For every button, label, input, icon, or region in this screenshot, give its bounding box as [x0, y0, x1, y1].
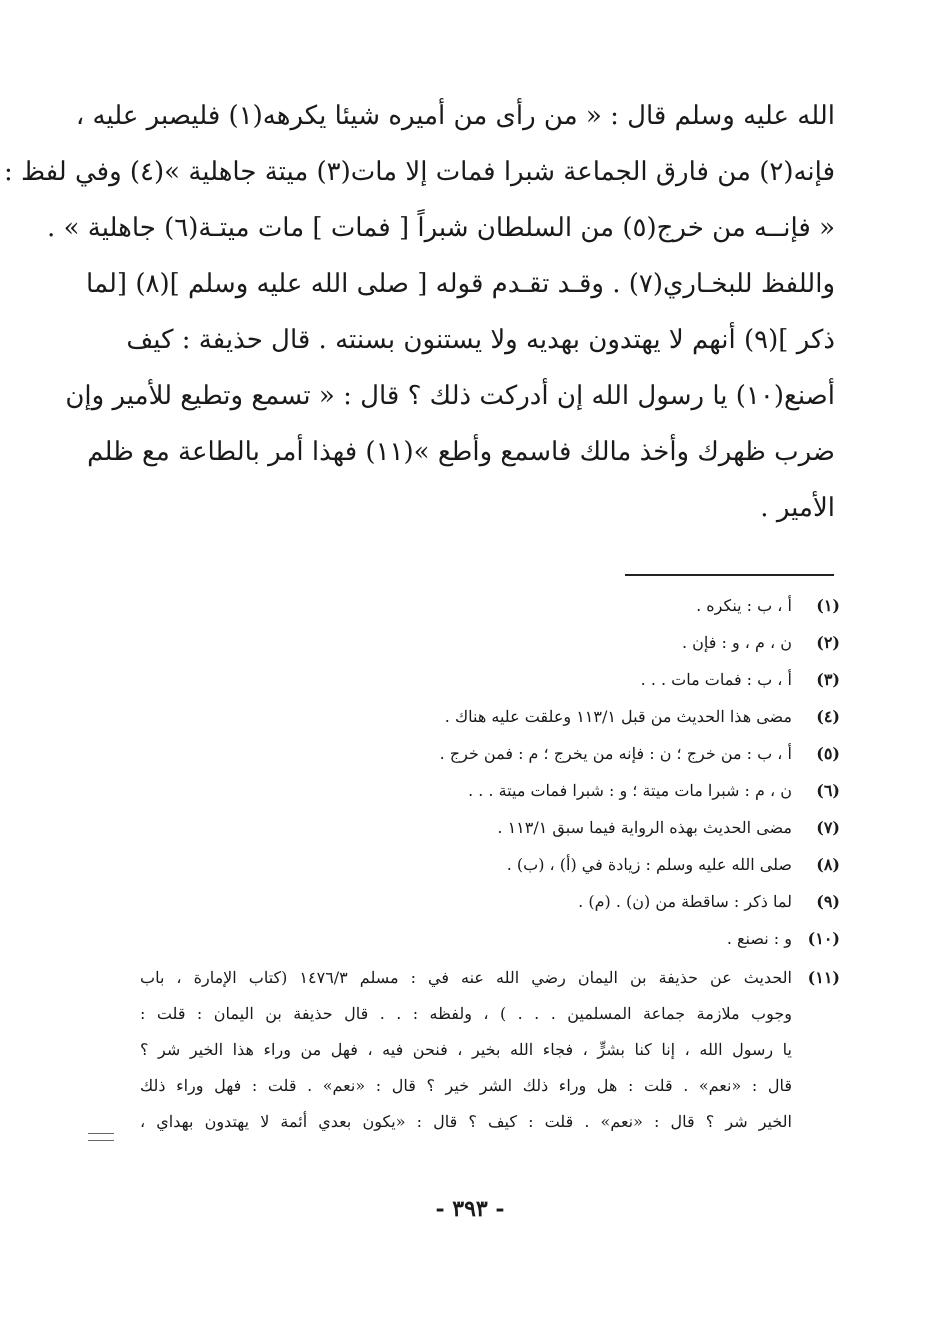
footnote-number: (٢): [816, 633, 840, 652]
footnote-text-line: الخير شر ؟ قال : «نعم» . قلت : كيف ؟ قال : «يكون بعدي أئمة لا يهتدون بهداي ،: [140, 1112, 792, 1131]
footnote-item: [140, 670, 840, 707]
footnote-number: (١١): [807, 968, 840, 987]
footnote-item: [140, 596, 840, 633]
footnote-separator: [625, 574, 834, 576]
main-text-line: الله عليه وسلم قال : « من رأى من أميره شيئا يكرهه(١) فليصبر عليه ،: [75, 101, 835, 131]
footnote-number: (٧): [816, 818, 840, 837]
footnote-text: و : نصنع .: [726, 929, 792, 948]
footnote-item: [140, 892, 840, 929]
footnote-text: مضى الحديث بهذه الرواية فيما سبق ١١٣/١ .: [497, 818, 792, 837]
footnote-item: [140, 707, 840, 744]
footnote-number: (٦): [816, 781, 840, 800]
footnote-text-line: الحديث عن حذيفة بن اليمان رضي الله عنه في : مسلم ١٤٧٦/٣ (كتاب الإمارة ، باب: [140, 968, 792, 987]
footnote-text: مضى هذا الحديث من قبل ١١٣/١ وعلقت عليه هناك .: [444, 707, 792, 726]
main-text-line: واللفظ للبخـاري(٧) . وقـد تقـدم قوله [ صلى الله عليه وسلم ](٨) [لما: [86, 269, 835, 299]
continuation-mark: [88, 1133, 114, 1141]
footnote-number: (١): [816, 596, 840, 615]
footnote-item: [140, 781, 840, 818]
footnote-item: [140, 855, 840, 892]
main-text-line: أصنع(١٠) يا رسول الله إن أدركت ذلك ؟ قال : « تسمع وتطيع للأمير وإن: [65, 381, 835, 411]
footnote-text: أ ، ب : ينكره .: [696, 596, 792, 615]
footnote-item: [140, 633, 840, 670]
footnote-text: لما ذكر : ساقطة من (ن) . (م) .: [578, 892, 792, 911]
footnote-text: أ ، ب : من خرج ؛ ن : فإنه من يخرج ؛ م : فمن خرج .: [439, 744, 792, 763]
page-number: - ٣٩٣ -: [435, 1196, 505, 1222]
footnote-text-line: يا رسول الله ، إنا كنا بشرٍّ ، فجاء الله بخير ، فنحن فيه ، فهل من وراء هذا الخير شر ؟: [140, 1040, 793, 1059]
main-text-block: [3, 88, 835, 536]
footnote-continuation: [140, 1004, 840, 1148]
footnote-first-line: [140, 968, 840, 1004]
footnote-number: (٤): [816, 707, 840, 726]
footnote-text-line: قال : «نعم» . قلت : هل وراء ذلك الشر خير ؟ قال : «نعم» . قلت : فهل وراء ذلك: [140, 1076, 793, 1095]
footnote-text-line: وجوب ملازمة جماعة المسلمين . . . ) ، ولفظه : . . قال حذيفة بن اليمان : قلت :: [140, 1004, 792, 1023]
footnote-item-long: [140, 968, 840, 1148]
footnote-number: (٣): [816, 670, 840, 689]
footnote-item: [140, 744, 840, 781]
footnote-item: [140, 818, 840, 855]
main-text-line: ضرب ظهرك وأخذ مالك فاسمع وأطع »(١١) فهذا أمر بالطاعة مع ظلم: [87, 437, 835, 467]
main-text-line: ذكر ](٩) أنهم لا يهتدون بهديه ولا يستنون بسنته . قال حذيفة : كيف: [126, 325, 835, 355]
main-text-line: « فإنــه من خرج(٥) من السلطان شبراً [ فمات ] مات ميتـة(٦) جاهلية » .: [47, 213, 835, 243]
footnote-text: أ ، ب : فمات مات . . .: [640, 670, 792, 689]
footnote-text: ن ، م ، و : فإن .: [681, 633, 792, 652]
footnote-item: [140, 929, 840, 966]
footnote-number: (٩): [816, 892, 840, 911]
footnote-text: ن ، م : شبرا مات ميتة ؛ و : شبرا فمات ميتة . . .: [468, 781, 792, 800]
main-text-line: فإنه(٢) من فارق الجماعة شبرا فمات إلا مات(٣) ميتة جاهلية »(٤) وفي لفظ :: [3, 157, 835, 187]
footnotes-block: [140, 596, 840, 1148]
footnote-number: (٥): [816, 744, 840, 763]
main-text-line: الأمير .: [760, 493, 835, 523]
footnote-number: (٨): [816, 855, 840, 874]
footnote-number: (١٠): [807, 929, 840, 948]
footnote-text: صلى الله عليه وسلم : زيادة في (أ) ، (ب) .: [506, 855, 792, 874]
